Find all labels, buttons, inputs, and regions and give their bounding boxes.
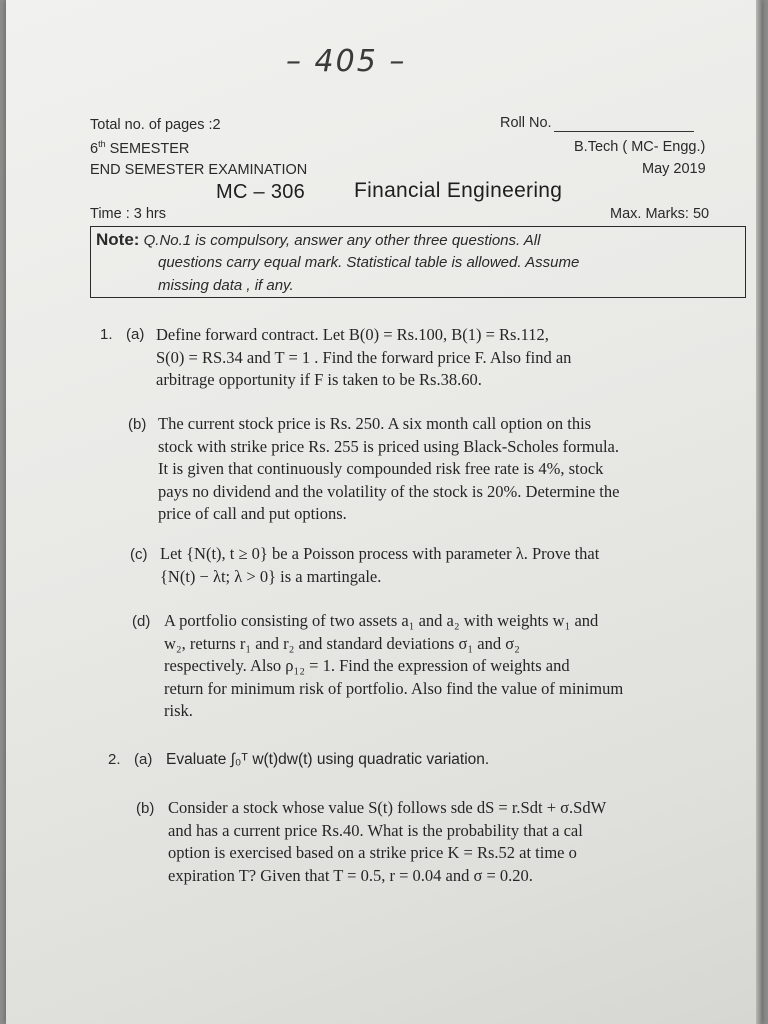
q1a-line-1: Define forward contract. Let B(0) = Rs.100, B(1) = Rs.112, — [156, 325, 549, 344]
roll-no-blank — [554, 115, 694, 132]
q1a-label: (a) — [126, 326, 145, 343]
max-marks: Max. Marks: 50 — [610, 206, 710, 222]
question-1-number: 1. — [100, 326, 113, 343]
exam-paper — [6, 0, 762, 1024]
q2b-label: (b) — [136, 800, 155, 817]
semester — [90, 139, 189, 157]
q1c-label: (c) — [130, 546, 148, 563]
q1d-line-1: A portfolio consisting of two assets a₁ and a₂ with weights w₁ and — [164, 611, 599, 630]
q1d-text — [164, 610, 742, 723]
q1b-text — [158, 413, 740, 526]
dash-left-icon: – — [286, 44, 303, 79]
q1a-line-2: S(0) = RS.34 and T = 1 . Find the forward price F. Also find an — [156, 347, 572, 367]
q2b-line-2: and has a current price Rs.40. What is the probability that a cal — [168, 820, 583, 840]
note-label: Note: — [96, 230, 140, 249]
q2b-line-4: expiration T? Given that T = 0.5, r = 0.04 and σ = 0.20. — [168, 865, 533, 885]
q1c-line-1: Let {N(t), t ≥ 0} be a Poisson process with parameter λ. Prove that — [160, 544, 600, 563]
semester-number: 6 — [90, 140, 99, 157]
q2b-line-1: Consider a stock whose value S(t) follows sde dS = r.Sdt + σ.SdW — [168, 798, 607, 817]
handwritten-number: 405 — [314, 44, 378, 79]
note-line-1 — [96, 230, 540, 250]
dash-right-icon: – — [389, 44, 407, 79]
q1b-label: (b) — [128, 416, 147, 433]
q1c-text — [160, 543, 740, 588]
question-2-number: 2. — [108, 751, 121, 768]
q1d-line-2: w₂, returns r₁ and r₂ and standard deviations σ₁ and σ₂ — [164, 633, 520, 653]
q1d-label: (d) — [132, 613, 151, 630]
time: Time : 3 hrs — [90, 206, 167, 222]
q1d-line-3: respectively. Also ρ₁₂ = 1. Find the expression of weights and — [164, 656, 570, 675]
page-edge-shadow — [756, 0, 762, 1024]
exam-date: May 2019 — [642, 161, 706, 177]
exam-type: END SEMESTER EXAMINATION — [90, 162, 308, 178]
q2b-line-3: option is exercised based on a strike price K = Rs.52 at time o — [168, 843, 577, 862]
q1d-line-4: return for minimum risk of portfolio. Also find the value of minimum — [164, 678, 624, 698]
q2a-text — [166, 749, 726, 772]
q1b-line-4: pays no dividend and the volatility of the stock is 20%. Determine the — [158, 481, 620, 501]
total-pages: Total no. of pages :2 — [90, 117, 221, 133]
q1a-text — [156, 324, 740, 392]
semester-suffix: th — [98, 139, 106, 149]
q1b-line-1: The current stock price is Rs. 250. A six month call option on this — [158, 414, 592, 433]
q2b-text — [168, 797, 744, 887]
roll-no-label: Roll No. — [500, 115, 552, 131]
q1a-line-3: arbitrage opportunity if F is taken to be Rs.38.60. — [156, 370, 482, 389]
q1c-line-2: {N(t) − λt; λ > 0} is a martingale. — [160, 566, 382, 586]
semester-word: SEMESTER — [109, 140, 190, 157]
course-code: MC – 306 — [216, 181, 306, 203]
note-line-3: missing data , if any. — [158, 277, 294, 294]
roll-no — [500, 115, 694, 132]
q1b-line-3: It is given that continuously compounded risk free rate is 4%, stock — [158, 459, 604, 478]
q1b-line-2: stock with strike price Rs. 255 is priced using Black-Scholes formula. — [158, 436, 620, 456]
q2a-line-1: Evaluate ∫₀ᵀ w(t)dw(t) using quadratic variation. — [166, 751, 490, 768]
note-text-1: Q.No.1 is compulsory, answer any other three questions. All — [143, 232, 541, 249]
note-line-2: questions carry equal mark. Statistical table is allowed. Assume — [158, 254, 580, 271]
q2a-label: (a) — [134, 751, 153, 768]
branch: B.Tech ( MC- Engg.) — [574, 139, 706, 155]
q1b-line-5: price of call and put options. — [158, 504, 347, 523]
handwritten-page-number — [286, 44, 406, 79]
q1d-line-5: risk. — [164, 701, 193, 720]
course-title: Financial Engineering — [354, 179, 563, 202]
